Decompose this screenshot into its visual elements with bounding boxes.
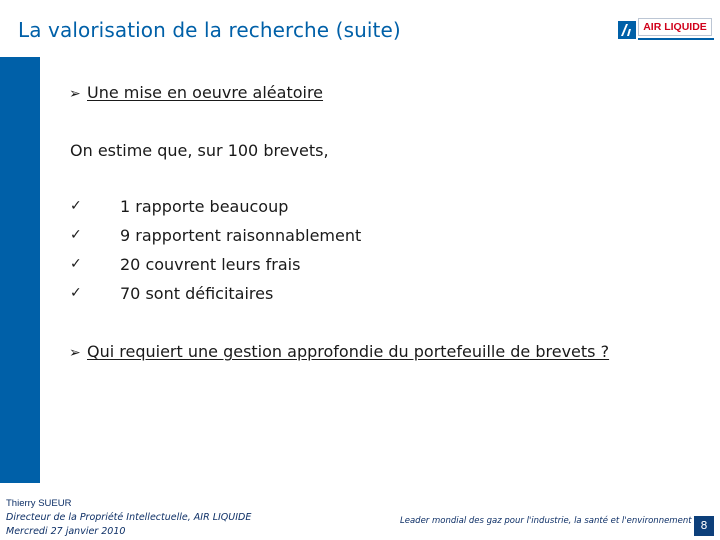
logo-underline [638,38,714,40]
arrow-bullet-icon: ➢ [69,86,81,102]
list-item-text: 70 sont déficitaires [120,284,274,303]
checkmark-icon: ✓ [70,198,82,214]
footer-tagline: Leader mondial des gaz pour l'industrie, la santé et l'environnement [400,516,692,526]
heading-random-implementation [69,83,323,102]
heading-text: Qui requiert une gestion approfondie du portefeuille de brevets ? [87,342,610,361]
footer-author-block [6,497,251,539]
list-item-text: 1 rapporte beaucoup [120,197,289,216]
footer-date: Mercredi 27 janvier 2010 [6,526,126,537]
logo-text: AIR LIQUIDE [638,18,712,36]
checkmark-icon: ✓ [70,256,82,272]
slide-title: La valorisation de la recherche (suite) [18,18,401,42]
list-item-text: 9 rapportent raisonnablement [120,226,362,245]
page-number: 8 [694,516,714,536]
arrow-bullet-icon: ➢ [69,345,81,361]
footer-author: Thierry SUEUR [6,498,72,509]
side-accent-bar [0,57,40,483]
list-item-text: 20 couvrent leurs frais [120,255,301,274]
logo-mark-icon [618,21,636,39]
air-liquide-logo [618,16,714,42]
footer-role: Directeur de la Propriété Intellectuelle, AIR LIQUIDE [6,512,252,523]
heading-text: Une mise en oeuvre aléatoire [87,83,324,102]
heading-portfolio-management [69,342,609,361]
checkmark-icon: ✓ [70,227,82,243]
checkmark-icon: ✓ [70,285,82,301]
intro-text: On estime que, sur 100 brevets, [70,141,329,160]
